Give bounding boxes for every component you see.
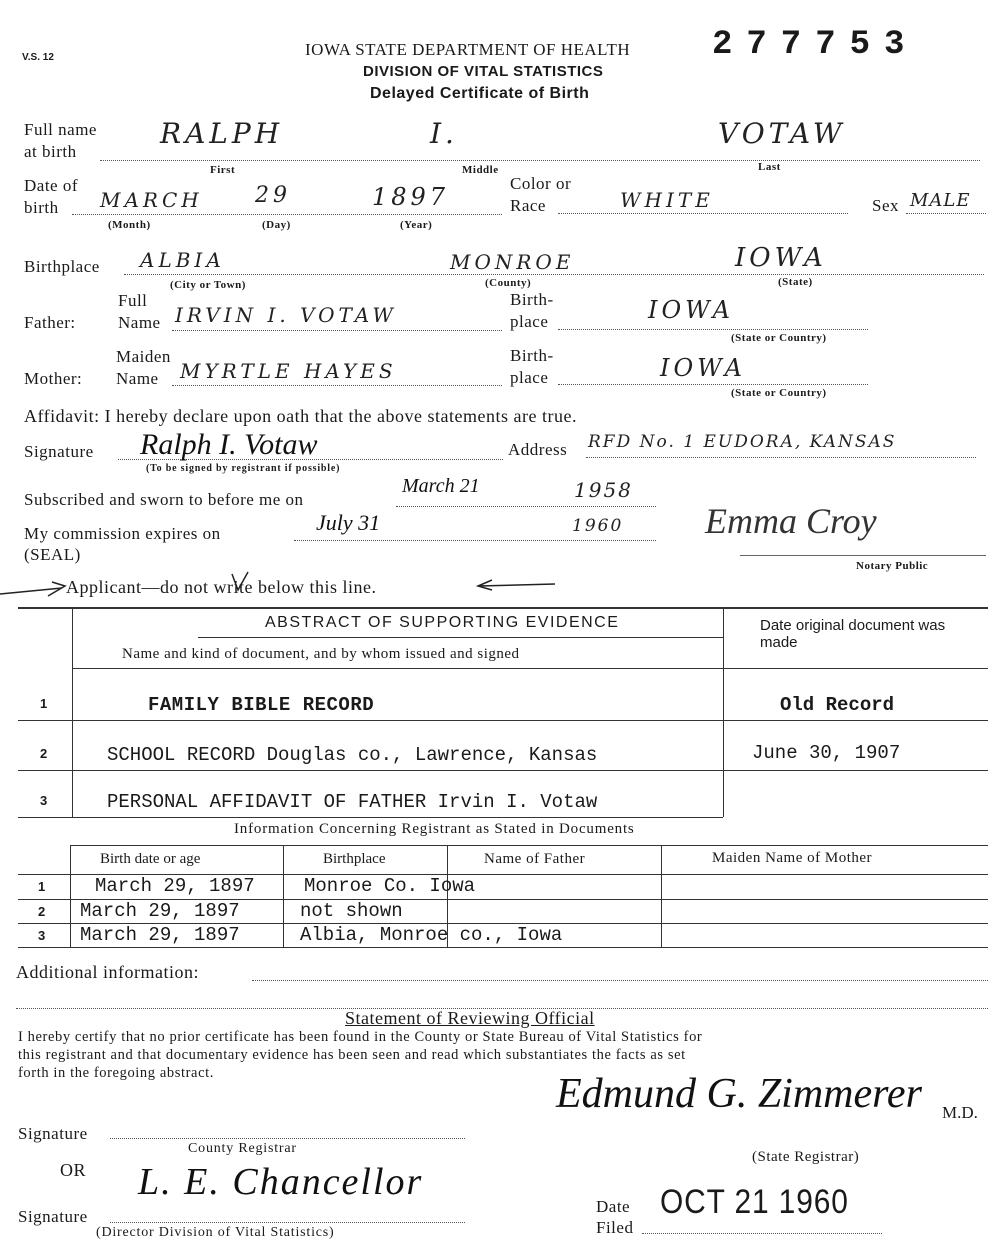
info-header-birthplace: Birthplace (323, 851, 386, 867)
info-header-father: Name of Father (484, 851, 586, 867)
mother-birthplace-value: IOWA (660, 354, 746, 382)
birthplace-label: Birthplace (24, 257, 100, 276)
info-row-birthplace: not shown (300, 900, 403, 922)
date-of-birth-label-2: birth (24, 198, 59, 217)
abstract-row-document: SCHOOL RECORD Douglas co., Lawrence, Kansas (107, 744, 598, 766)
sworn-year-value: 1958 (574, 478, 633, 502)
father-label: Father: (24, 313, 76, 332)
sex-label: Sex (872, 196, 899, 215)
mother-name-value: MYRTLE HAYES (180, 359, 397, 383)
race-value: WHITE (620, 188, 714, 212)
info-title: Information Concerning Registrant as Stated in Documents (234, 821, 635, 837)
full-name-label-2: at birth (24, 142, 77, 161)
state-caption: (State) (778, 276, 813, 288)
father-birthplace-label-2: place (510, 312, 549, 331)
mother-label: Mother: (24, 369, 83, 388)
info-row-number: 3 (38, 928, 46, 943)
mother-name-label-2: Name (116, 369, 159, 388)
birth-month-value: MARCH (100, 188, 203, 212)
additional-info-label: Additional information: (16, 962, 199, 982)
notary-caption: Notary Public (856, 560, 929, 572)
sex-value: MALE (910, 190, 971, 211)
seal-label: (SEAL) (24, 545, 81, 564)
father-birthplace-caption: (State or Country) (731, 332, 827, 344)
statement-line-2: this registrant and that documentary evidence has been seen and read which substantiates the facts as set (18, 1047, 686, 1063)
statement-title: Statement of Reviewing Official (345, 1008, 595, 1028)
md-label: M.D. (942, 1103, 978, 1122)
date-filed-stamp: OCT 21 1960 (660, 1183, 849, 1221)
abstract-title: ABSTRACT OF SUPPORTING EVIDENCE (265, 614, 620, 631)
statement-line-3: forth in the foregoing abstract. (18, 1065, 214, 1081)
director-caption: (Director Division of Vital Statistics) (96, 1225, 335, 1240)
affidavit-text: Affidavit: I hereby declare upon oath that the above statements are true. (24, 406, 577, 426)
state-registrar-caption: (State Registrar) (752, 1149, 860, 1165)
notary-signature: Emma Croy (705, 501, 877, 541)
info-header-birth: Birth date or age (100, 851, 201, 867)
abstract-row-number: 2 (40, 746, 48, 761)
page-title: Delayed Certificate of Birth (370, 85, 590, 102)
middle-caption: Middle (462, 164, 499, 176)
middle-name-value: I. (430, 117, 458, 150)
mother-birthplace-label-2: place (510, 368, 549, 387)
day-caption: (Day) (262, 219, 291, 231)
birth-state-value: IOWA (735, 243, 827, 273)
abstract-row-document: FAMILY BIBLE RECORD (148, 694, 375, 716)
abstract-row-number: 3 (40, 793, 48, 808)
date-filed-label: Date (596, 1197, 631, 1216)
date-filed-label-2: Filed (596, 1218, 634, 1237)
first-name-value: RALPH (160, 117, 284, 150)
abstract-row-date: June 30, 1907 (752, 742, 901, 764)
certificate-number: 277753 (712, 26, 919, 64)
or-label: OR (60, 1160, 87, 1180)
info-header-mother: Maiden Name of Mother (712, 850, 873, 866)
father-name-label: Full (118, 291, 148, 310)
applicant-line: Applicant—do not write below this line. (66, 577, 377, 597)
commission-label: My commission expires on (24, 524, 221, 543)
last-caption: Last (758, 161, 781, 173)
father-name-label-2: Name (118, 313, 161, 332)
last-name-value: VOTAW (718, 117, 846, 150)
sworn-date-value: March 21 (402, 475, 480, 497)
info-row-birth-date: March 29, 1897 (80, 924, 240, 946)
signature-label: Signature (24, 442, 94, 461)
color-race-label-2: Race (510, 196, 546, 215)
info-row-birth-date: March 29, 1897 (80, 900, 240, 922)
birth-county-value: MONROE (450, 250, 575, 274)
color-race-label: Color or (510, 174, 572, 193)
date-original-header: Date original document was made (760, 617, 946, 651)
abstract-row-date: Old Record (780, 694, 895, 716)
signature-caption: (To be signed by registrant if possible) (146, 463, 341, 474)
registrant-signature: Ralph I. Votaw (140, 428, 318, 461)
commission-date-value: July 31 (316, 510, 381, 535)
city-caption: (City or Town) (170, 279, 246, 291)
form-code: V.S. 12 (22, 52, 54, 63)
county-caption: (County) (485, 277, 532, 289)
director-signature-label: Signature (18, 1207, 88, 1226)
first-caption: First (210, 164, 236, 176)
info-row-number: 2 (38, 904, 46, 919)
division-name: DIVISION OF VITAL STATISTICS (363, 63, 604, 80)
county-signature-label: Signature (18, 1124, 88, 1143)
commission-year-value: 1960 (572, 516, 624, 536)
mother-birthplace-label: Birth- (510, 346, 554, 365)
father-birthplace-label: Birth- (510, 290, 554, 309)
birth-day-value: 29 (255, 183, 291, 208)
birth-year-value: 1897 (372, 183, 450, 211)
director-signature: L. E. Chancellor (138, 1161, 424, 1203)
info-row-birthplace: Albia, Monroe co., Iowa (300, 924, 563, 946)
sworn-label: Subscribed and sworn to before me on (24, 490, 304, 509)
date-of-birth-label: Date of (24, 176, 79, 195)
state-registrar-signature: Edmund G. Zimmerer (556, 1071, 922, 1117)
birth-city-value: ALBIA (140, 248, 225, 272)
abstract-subtitle: Name and kind of document, and by whom issued and signed (122, 646, 520, 662)
abstract-row-number: 1 (40, 696, 48, 711)
mother-birthplace-caption: (State or Country) (731, 387, 827, 399)
mother-name-label: Maiden (116, 347, 171, 366)
info-row-birthplace: Monroe Co. Iowa (304, 875, 476, 897)
father-name-value: IRVIN I. VOTAW (175, 303, 397, 327)
county-registrar-caption: County Registrar (188, 1141, 297, 1156)
address-value: RFD No. 1 EUDORA, KANSAS (588, 432, 897, 452)
info-row-birth-date: March 29, 1897 (95, 875, 255, 897)
info-row-number: 1 (38, 879, 46, 894)
year-caption: (Year) (400, 219, 433, 231)
father-birthplace-value: IOWA (648, 296, 734, 324)
abstract-row-document: PERSONAL AFFIDAVIT OF FATHER Irvin I. Votaw (107, 791, 598, 813)
department-name: IOWA STATE DEPARTMENT OF HEALTH (305, 40, 631, 59)
month-caption: (Month) (108, 219, 151, 231)
statement-line-1: I hereby certify that no prior certificate has been found in the County or State Bureau of Vital Statistics for (18, 1029, 703, 1045)
full-name-label: Full name (24, 120, 97, 139)
address-label: Address (508, 440, 568, 459)
